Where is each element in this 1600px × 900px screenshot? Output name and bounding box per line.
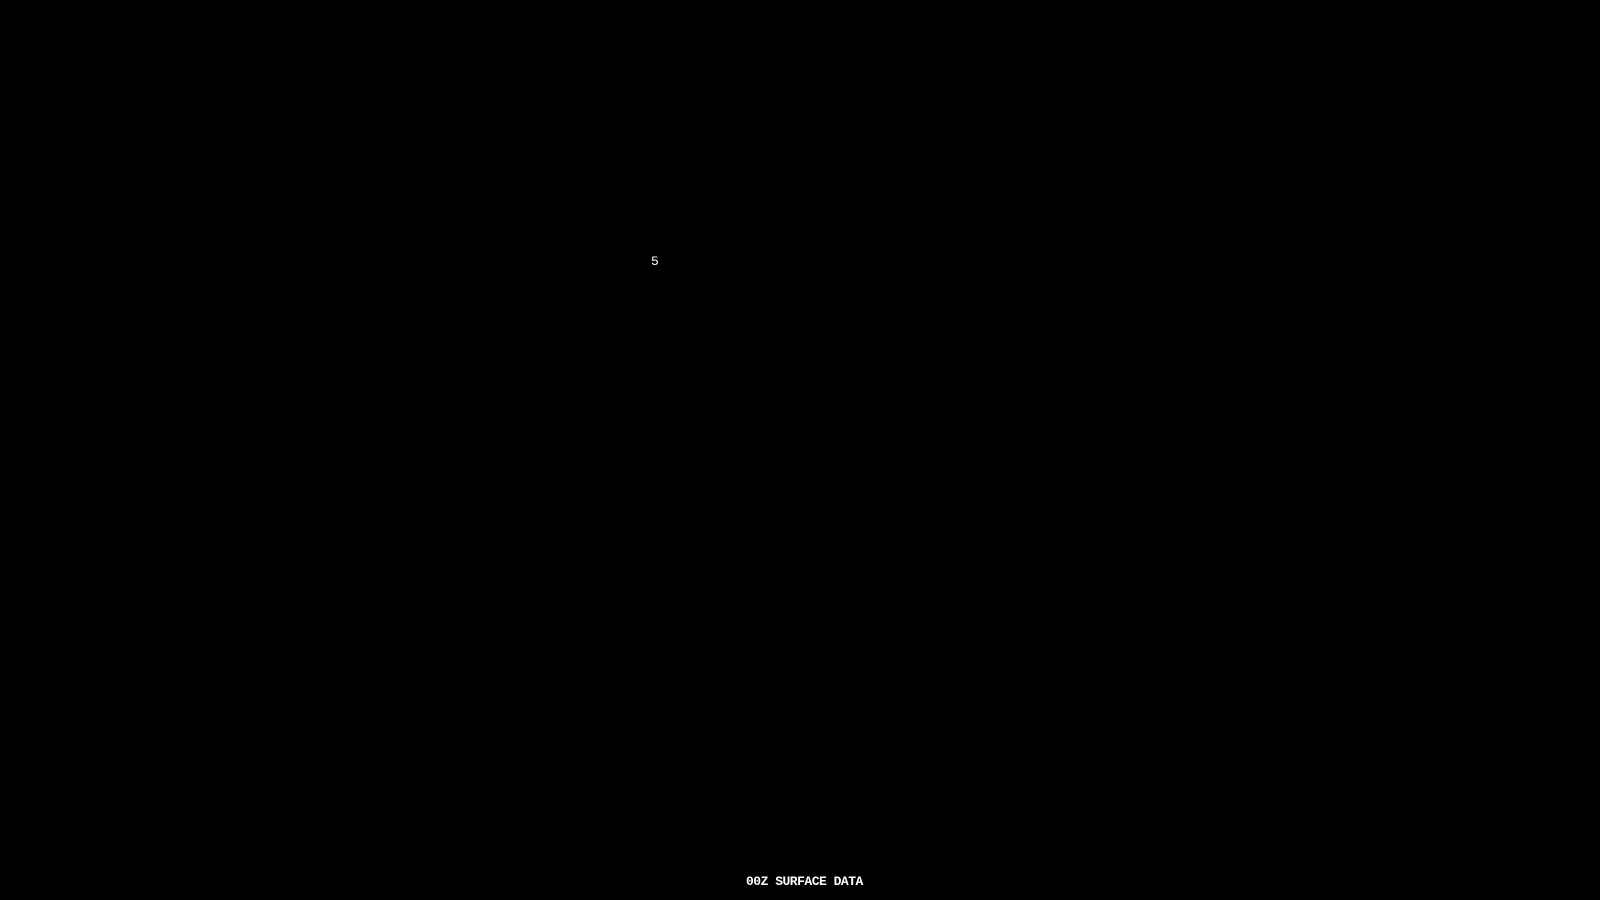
map-caption: 00Z SURFACE DATA (746, 874, 863, 889)
station-plot-value: 5 (651, 254, 659, 269)
